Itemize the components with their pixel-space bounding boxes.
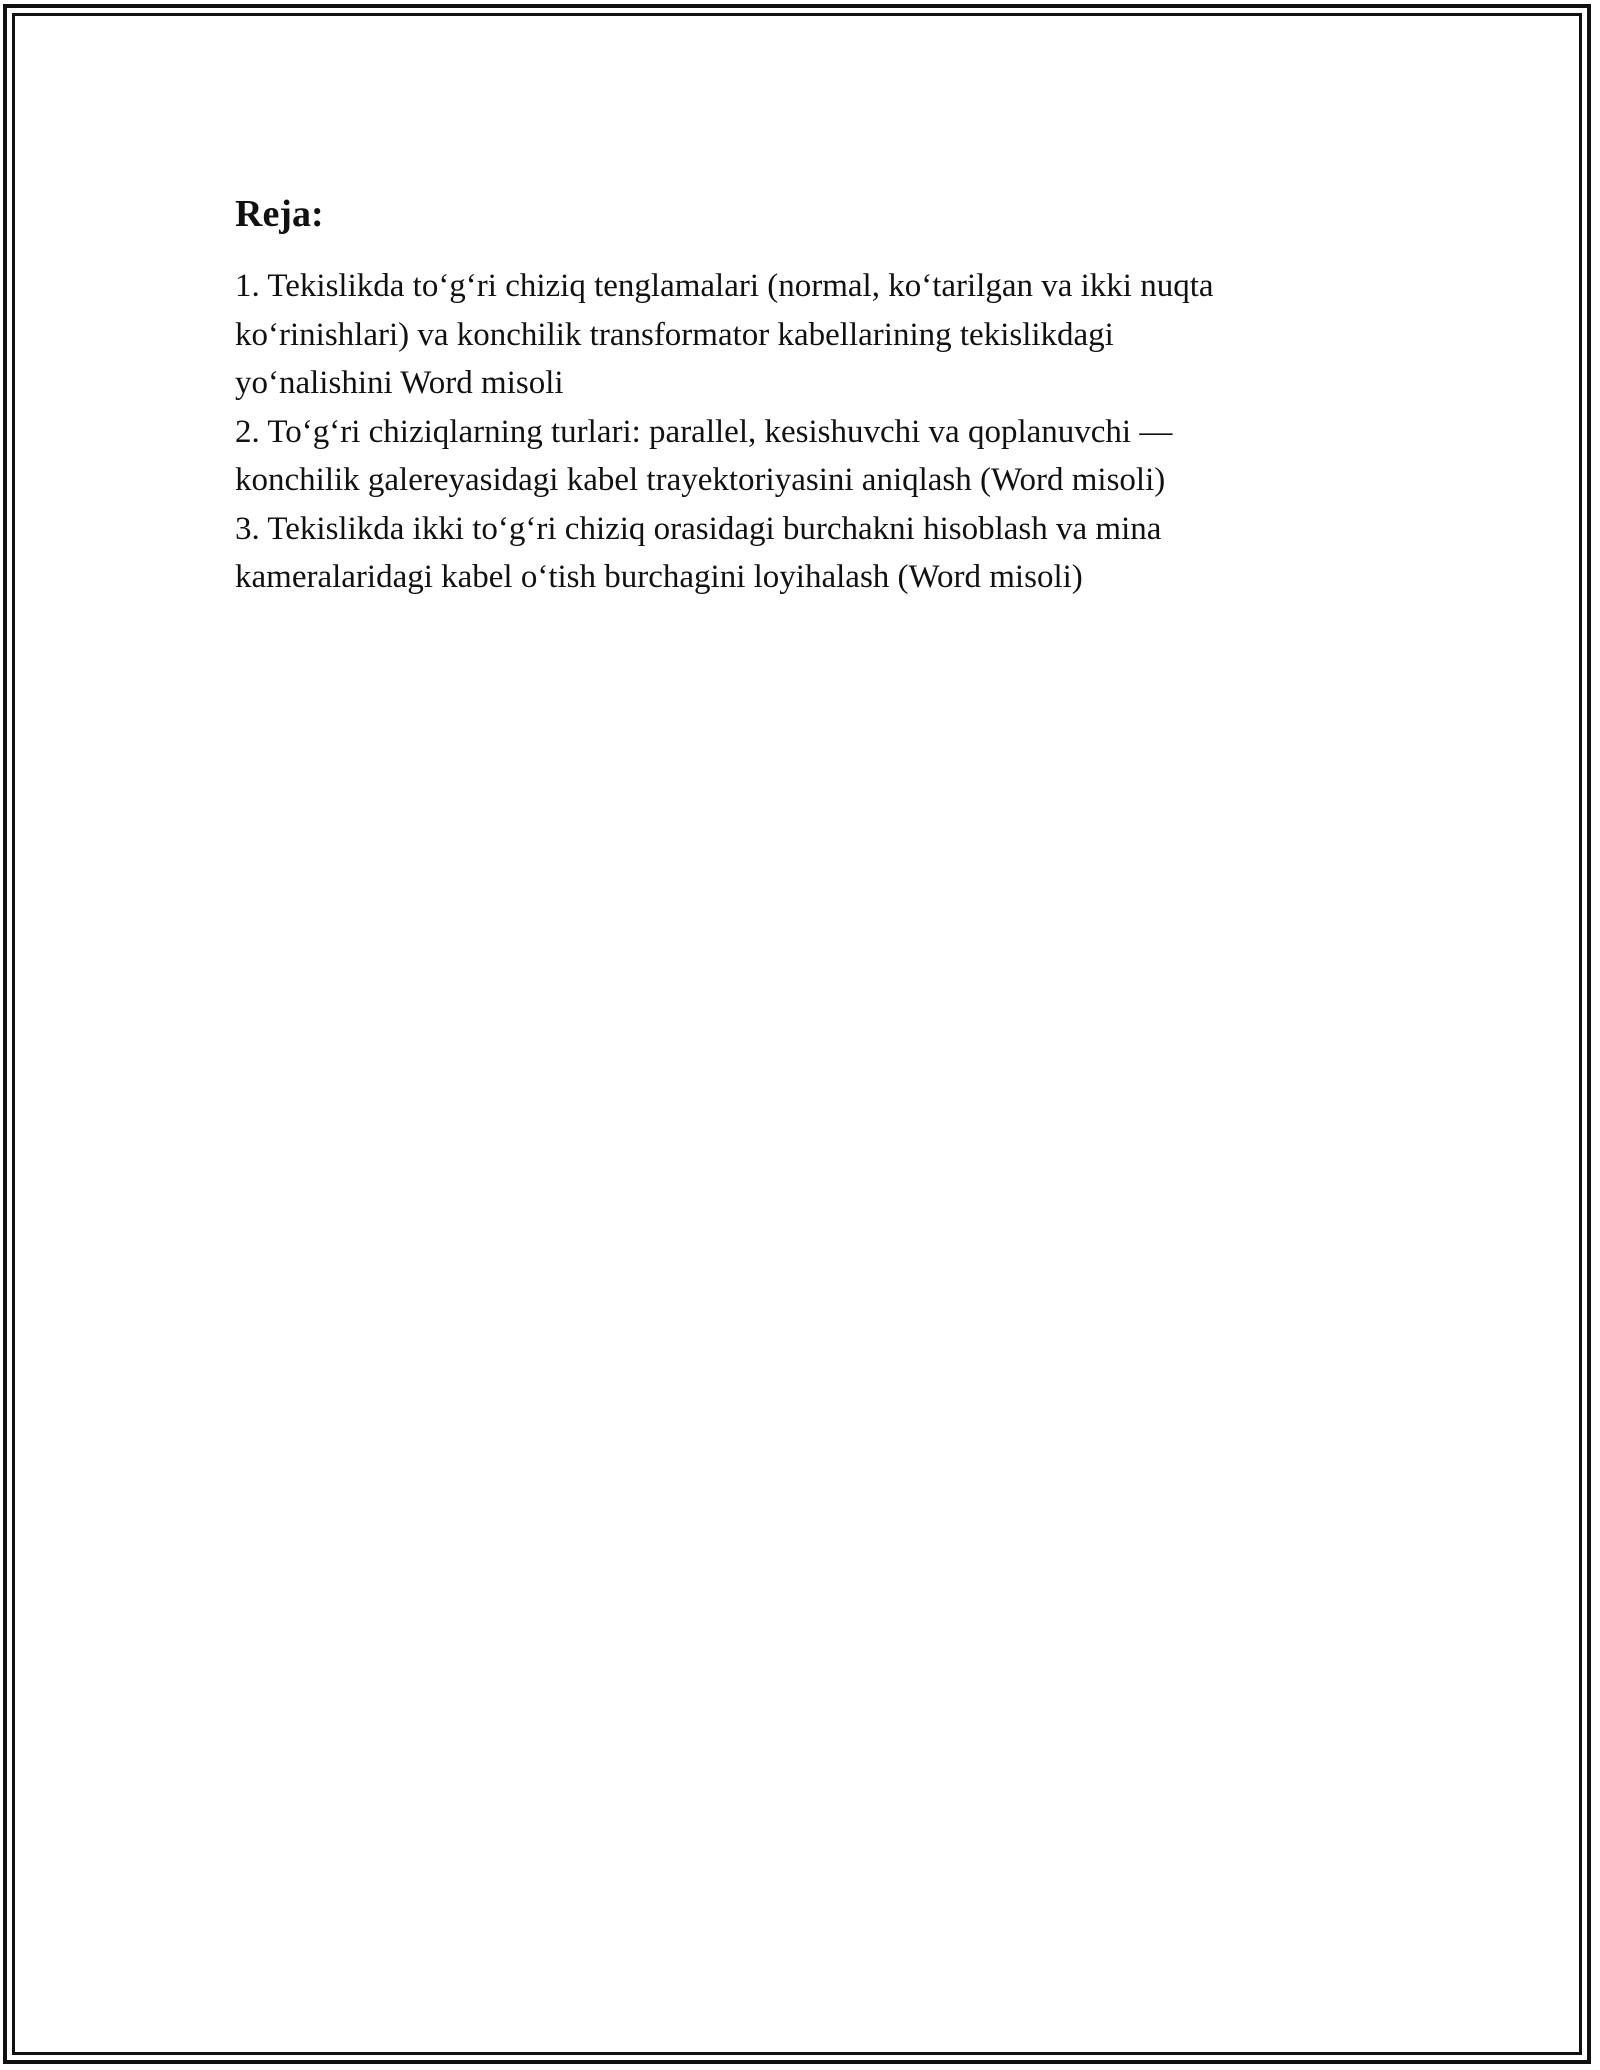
document-body: [235, 186, 1365, 602]
plan-item-2-line-2: konchilik galereyasidagi kabel trayektoriyasini aniqlash (Word misoli): [235, 462, 1166, 498]
plan-item-2-line-1: 2. To‘g‘ri chiziqlarning turlari: parallel, kesishuvchi va qoplanuvchi —: [235, 413, 1173, 450]
plan-item-3-line-1: 3. Tekislikda ikki to‘g‘ri chiziq orasidagi burchakni hisoblash va mina: [235, 510, 1162, 547]
plan-heading: Reja:: [235, 193, 324, 235]
plan-item-3-line-2: kameralaridagi kabel o‘tish burchagini loyihalash (Word misoli): [235, 559, 1083, 595]
plan-item-2: [235, 408, 1365, 505]
plan-item-1-line-3: yo‘nalishini Word misoli: [235, 365, 564, 401]
plan-list: [235, 262, 1365, 602]
plan-item-3: [235, 505, 1365, 602]
plan-item-1: [235, 262, 1365, 408]
plan-item-1-line-2: ko‘rinishlari) va konchilik transformator kabellarining tekislikdagi: [235, 316, 1114, 353]
plan-item-1-line-1: 1. Tekislikda to‘g‘ri chiziq tenglamalari (normal, ko‘tarilgan va ikki nuqta: [235, 268, 1214, 304]
